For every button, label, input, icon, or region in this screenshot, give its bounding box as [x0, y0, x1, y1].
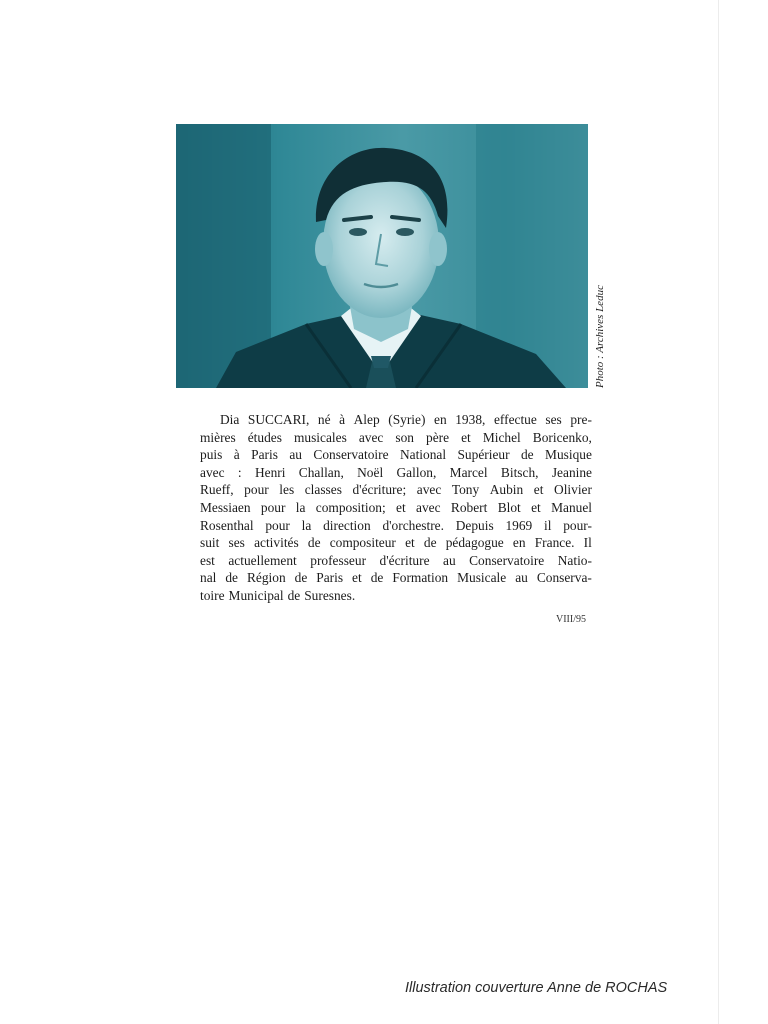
- bio-word: avec: [416, 499, 441, 515]
- bio-word: et: [533, 482, 544, 498]
- bio-word: en: [434, 412, 447, 427]
- bio-word: est: [200, 552, 215, 568]
- bio-word: Depuis: [455, 517, 494, 533]
- bio-line: [200, 569, 592, 587]
- bio-word: de: [225, 570, 238, 586]
- bio-word: composition;: [315, 499, 386, 515]
- bio-word: suit: [200, 535, 220, 551]
- bio-word: activités: [254, 535, 299, 551]
- bio-word: et: [461, 429, 471, 445]
- bio-line: [200, 429, 592, 447]
- bio-word: Rosenthal: [200, 517, 254, 533]
- bio-word: National: [399, 447, 447, 463]
- bio-word: pour: [244, 482, 269, 498]
- bio-line: [200, 587, 592, 605]
- bio-word: 1938,: [455, 412, 486, 427]
- bio-word: de: [294, 570, 308, 586]
- bio-word: au: [443, 552, 456, 568]
- bio-word: Boricenko,: [532, 429, 592, 445]
- bio-word: Robert: [450, 499, 488, 515]
- bio-word: Olivier: [554, 482, 592, 498]
- bio-word: de: [423, 535, 437, 551]
- bio-word: de: [307, 535, 321, 551]
- bio-word: il: [543, 517, 552, 533]
- bio-word: Région: [246, 570, 286, 586]
- bio-word: effectue: [493, 412, 537, 427]
- edition-reference: VIII/95: [556, 614, 586, 625]
- portrait-image: [176, 124, 588, 388]
- bio-word: Gallon,: [396, 464, 437, 480]
- bio-word: Formation: [392, 570, 449, 586]
- bio-word: Natio-: [557, 552, 592, 568]
- cover-illustration-credit: Illustration couverture Anne de ROCHAS: [405, 980, 668, 996]
- bio-word: son: [395, 429, 414, 445]
- photo-credit: Photo : Archives Leduc: [594, 285, 606, 388]
- bio-word: Henri: [254, 464, 286, 480]
- bio-line: [200, 517, 592, 535]
- bio-word: ses: [545, 412, 562, 427]
- bio-word: mières: [200, 429, 236, 445]
- bio-word: Rueff,: [200, 482, 234, 498]
- bio-word: Noël: [357, 464, 384, 480]
- bio-word: Suresnes.: [304, 587, 356, 603]
- bio-word: pour: [265, 517, 290, 533]
- bio-word: Conservatoire: [469, 552, 545, 568]
- bio-word: et: [396, 499, 406, 515]
- bio-word: Municipal: [228, 587, 284, 603]
- bio-word: nal: [200, 570, 217, 586]
- bio-word: à: [233, 447, 240, 463]
- bio-word: avec: [416, 482, 442, 498]
- bio-word: 1969: [505, 517, 533, 533]
- bio-word: Conservatoire: [313, 447, 389, 463]
- bio-word: Manuel: [551, 499, 592, 515]
- bio-word: Il: [583, 535, 592, 551]
- bio-word: actuellement: [228, 552, 297, 568]
- bio-line: [200, 464, 592, 482]
- bio-word: Marcel: [449, 464, 488, 480]
- bio-word: à: [339, 412, 346, 427]
- bio-word: et: [405, 535, 415, 551]
- bio-word: au: [289, 447, 302, 463]
- bio-word: toire: [200, 587, 225, 603]
- bio-word: Tony: [451, 482, 480, 498]
- bio-word: Musique: [545, 447, 592, 463]
- bio-word: de: [287, 587, 301, 603]
- bio-word: d'écriture;: [352, 482, 407, 498]
- page-edge: [718, 0, 719, 1024]
- bio-word: pour-: [563, 517, 592, 533]
- bio-word: musicales: [293, 429, 347, 445]
- bio-word: classes: [304, 482, 342, 498]
- bio-line: [200, 411, 592, 429]
- bio-word: et: [352, 570, 362, 586]
- bio-word: père: [426, 429, 450, 445]
- bio-word: Paris: [316, 570, 344, 586]
- bio-word: Blot: [497, 499, 521, 515]
- bio-word: la: [301, 517, 312, 533]
- bio-word: Alep: [353, 412, 380, 427]
- bio-word: :: [237, 464, 242, 480]
- bio-word: les: [279, 482, 295, 498]
- bio-line: [200, 499, 592, 517]
- portrait-photo: [176, 124, 588, 388]
- bio-word: puis: [200, 447, 223, 463]
- bio-word: France.: [534, 535, 575, 551]
- bio-word: avec: [200, 464, 225, 480]
- bio-line: [200, 481, 592, 499]
- bio-word: Musicale: [457, 570, 507, 586]
- bio-word: d'écriture: [379, 552, 430, 568]
- bio-word: d'orchestre.: [382, 517, 444, 533]
- bio-word: en: [512, 535, 526, 551]
- bio-word: pédagogue: [445, 535, 504, 551]
- bio-word: avec: [358, 429, 384, 445]
- bio-line: [200, 552, 592, 570]
- biography-text: [200, 411, 592, 605]
- bio-word: de: [520, 447, 534, 463]
- bio-word: Dia: [220, 412, 240, 427]
- bio-word: professeur: [310, 552, 367, 568]
- bio-word: la: [295, 499, 306, 515]
- bio-word: Conserva-: [536, 570, 592, 586]
- bio-word: Supérieur: [457, 447, 510, 463]
- bio-word: Michel: [482, 429, 521, 445]
- bio-word: au: [515, 570, 528, 586]
- bio-word: Aubin: [489, 482, 524, 498]
- bio-word: Paris: [251, 447, 278, 463]
- bio-line: [200, 446, 592, 464]
- bio-word: ses: [228, 535, 245, 551]
- bio-word: et: [531, 499, 541, 515]
- bio-word: compositeur: [329, 535, 396, 551]
- bio-word: Bitsch,: [500, 464, 539, 480]
- bio-word: (Syrie): [388, 412, 426, 427]
- bio-word: pour: [260, 499, 286, 515]
- bio-word: Messiaen: [200, 499, 251, 515]
- bio-word: pre-: [570, 412, 592, 427]
- bio-word: Challan,: [298, 464, 344, 480]
- bio-line: [200, 534, 592, 552]
- bio-word: Jeanine: [551, 464, 592, 480]
- bio-word: né: [317, 412, 331, 427]
- bio-word: SUCCARI,: [247, 412, 310, 427]
- bio-word: études: [247, 429, 282, 445]
- bio-word: de: [370, 570, 384, 586]
- bio-word: direction: [323, 517, 371, 533]
